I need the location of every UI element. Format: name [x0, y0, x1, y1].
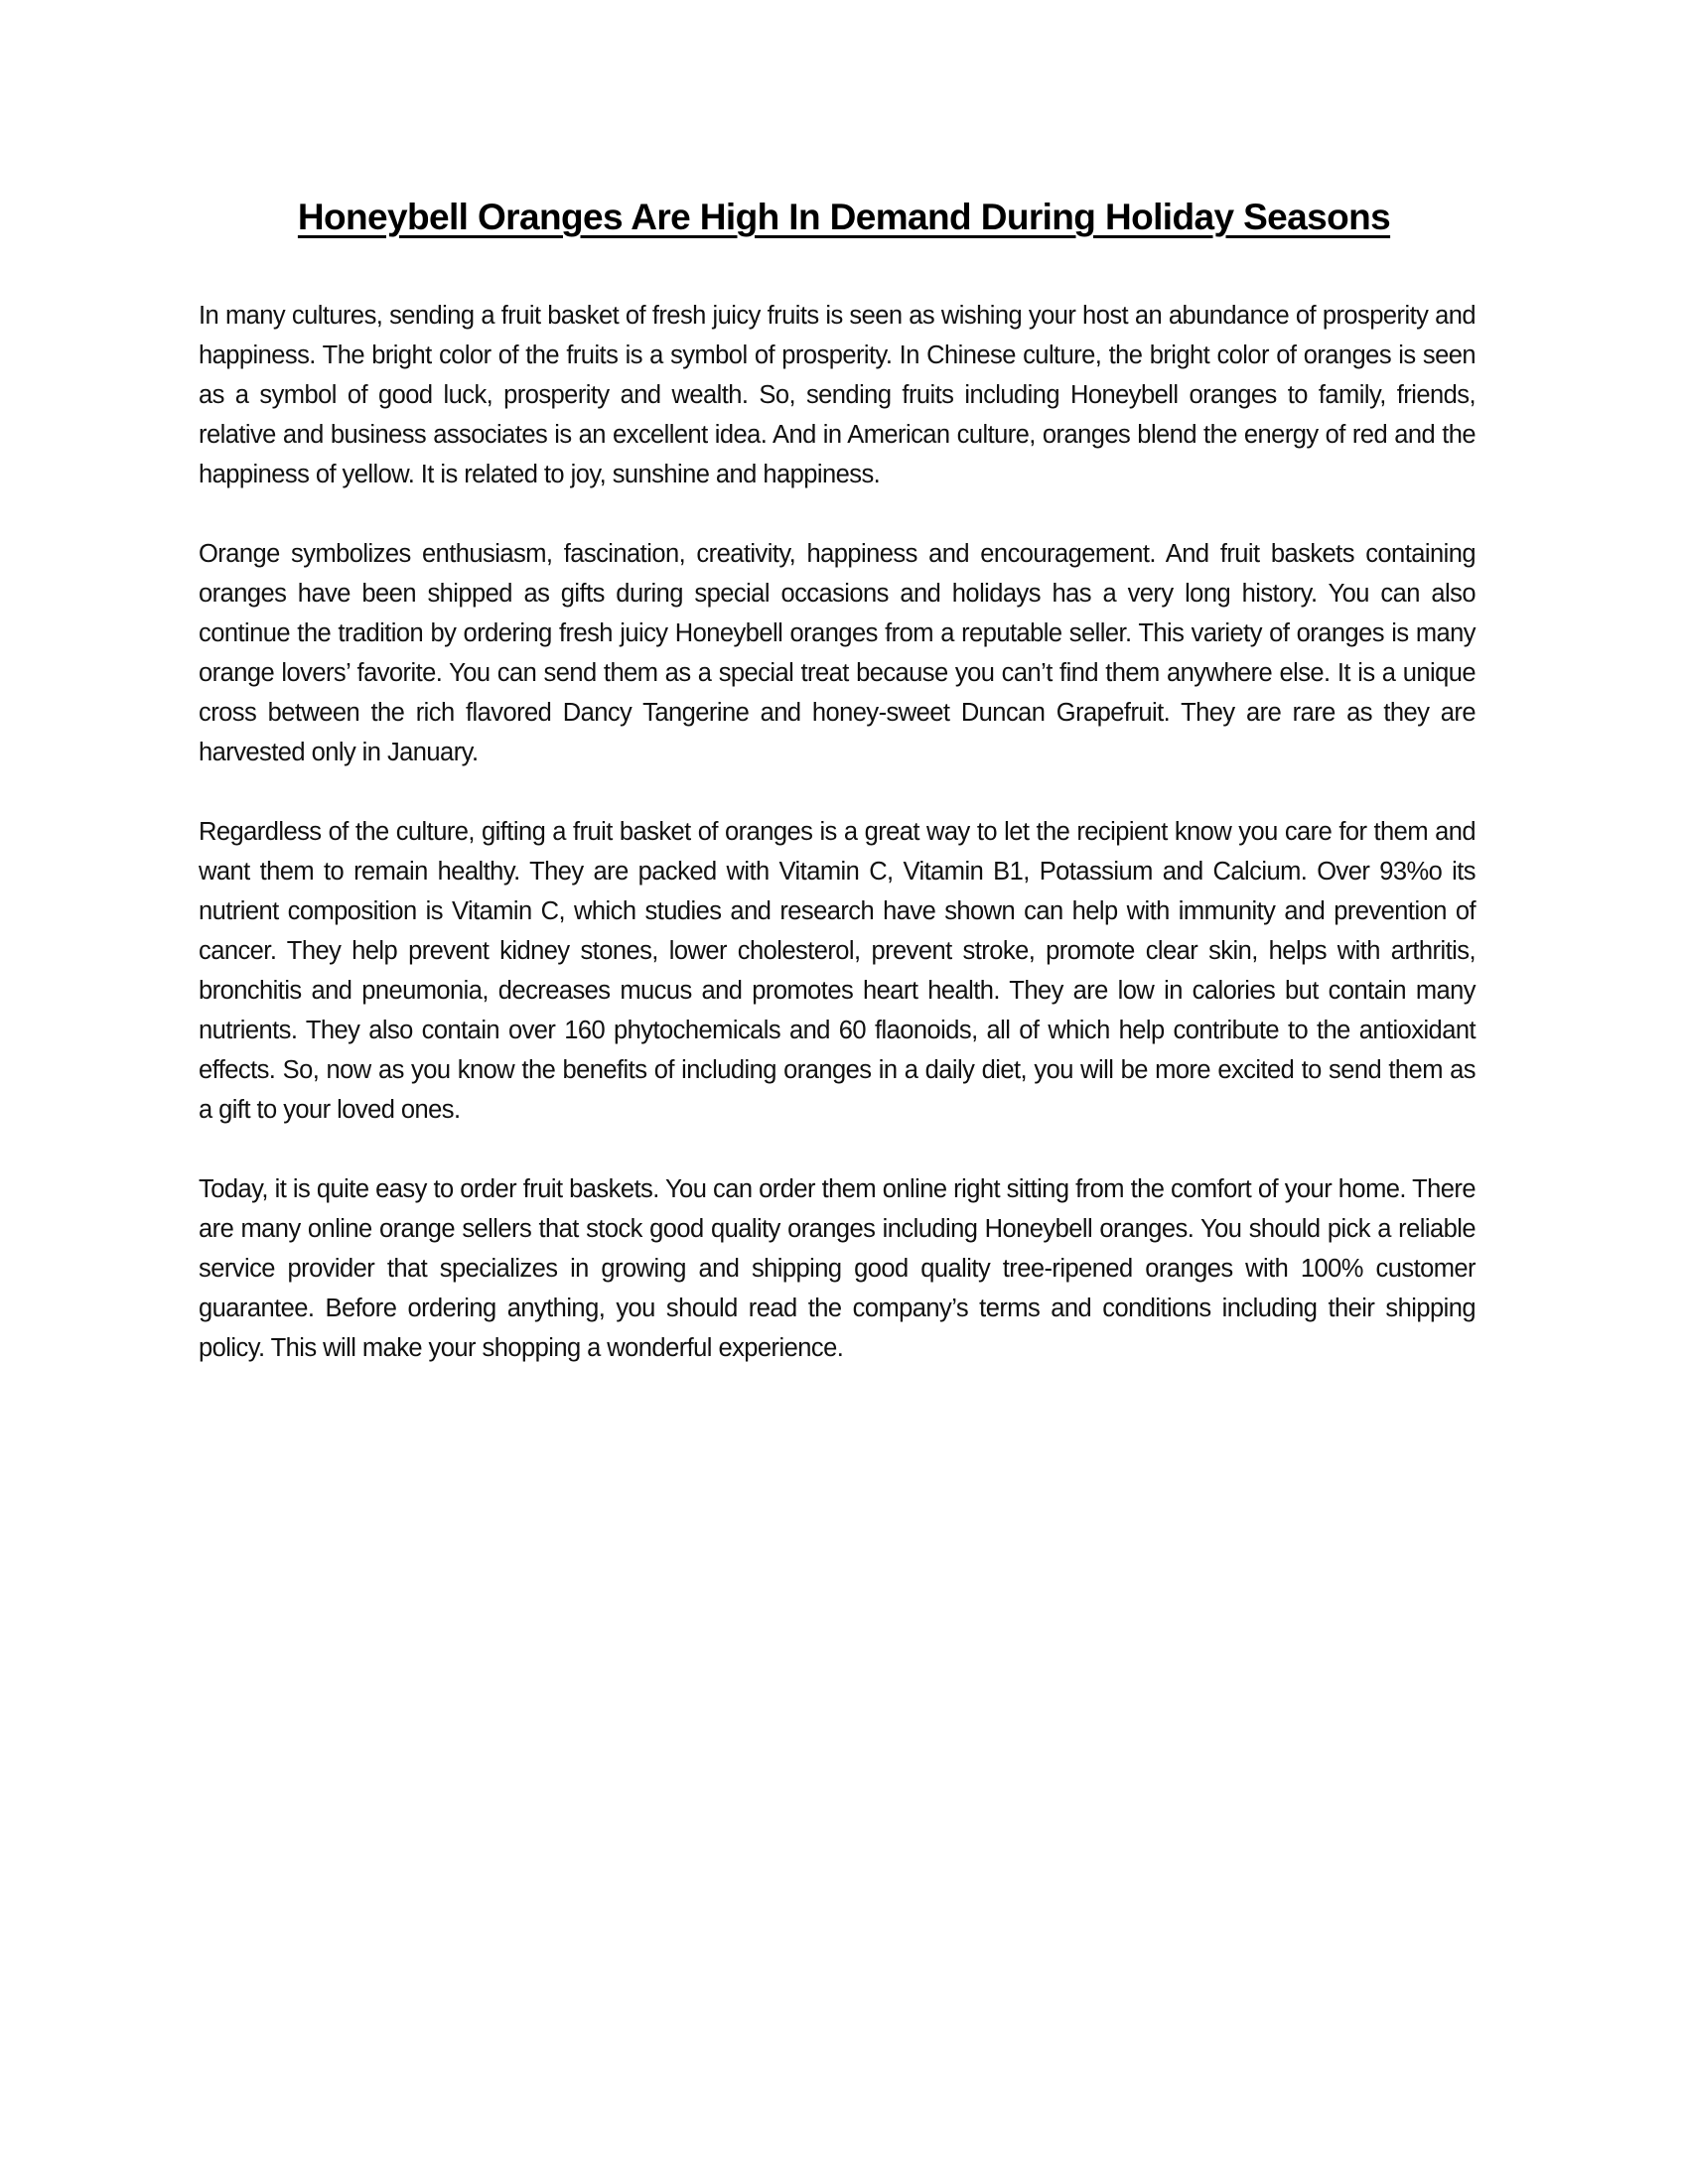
paragraph-1: In many cultures, sending a fruit basket of fresh juicy fruits is seen as wishing your host an abundance of prosperity and happiness. The bright color of the fruits is a symbol of prosperity. In Chinese culture, the bright color of oranges is seen as a symbol of good luck, prosperity and wealth. So, sending fruits including Honeybell oranges to family, friends, relative and business associates is an excellent idea. And in American culture, oranges blend the energy of red and the happiness of yellow. It is related to joy, sunshine and happiness. [199, 302, 1476, 488]
paragraph-4: Today, it is quite easy to order fruit baskets. You can order them online right sitting from the comfort of your home. There are many online orange sellers that stock good quality oranges including Honeybell oranges. You should pick a reliable service provider that specializes in growing and shipping good quality tree-ripened oranges with 100% customer guarantee. Before ordering anything, you should read the company’s terms and conditions including their shipping policy. This will make your shopping a wonderful experience. [199, 1175, 1476, 1362]
paragraph-2: Orange symbolizes enthusiasm, fascination, creativity, happiness and encouragement. And fruit baskets containing oranges have been shipped as gifts during special occasions and holidays has a very long history. You can also continue the tradition by ordering fresh juicy Honeybell oranges from a reputable seller. This variety of oranges is many orange lovers’ favorite. You can send them as a special treat because you can’t find them anywhere else. It is a unique cross between the rich flavored Dancy Tangerine and honey-sweet Duncan Grapefruit. They are rare as they are harvested only in January. [199, 540, 1476, 766]
document-body [199, 296, 1476, 1408]
document-title-text: Honeybell Oranges Are High In Demand During Holiday Seasons [297, 197, 1391, 237]
paragraph-3: Regardless of the culture, gifting a fruit basket of oranges is a great way to let the recipient know you care for them and want them to remain healthy. They are packed with Vitamin C, Vitamin B1, Potassium and Calcium. Over 93%o its nutrient composition is Vitamin C, which studies and research have shown can help with immunity and prevention of cancer. They help prevent kidney stones, lower cholesterol, prevent stroke, promote clear skin, helps with arthritis, bronchitis and pneumonia, decreases mucus and promotes heart health. They are low in calories but contain many nutrients. They also contain over 160 phytochemicals and 60 flaonoids, all of which help contribute to the antioxidant effects. So, now as you know the benefits of including oranges in a daily diet, you will be more excited to send them as a gift to your loved ones. [199, 818, 1476, 1124]
document-title [0, 197, 1688, 238]
